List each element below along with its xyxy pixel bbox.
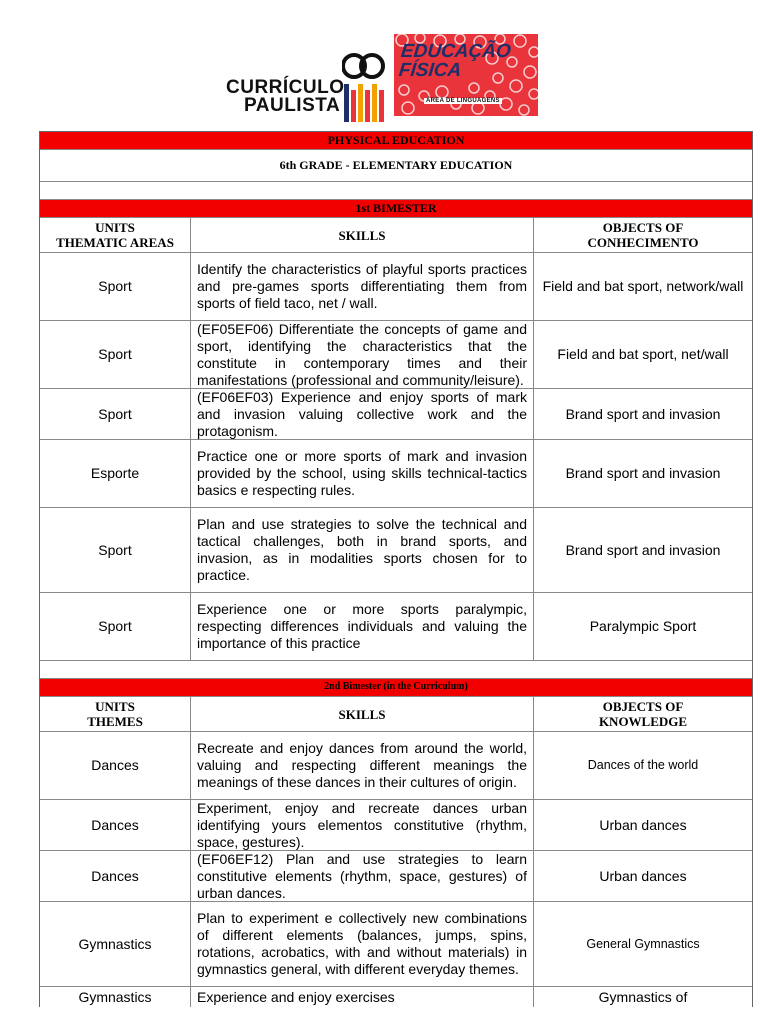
- skill-cell: [191, 902, 534, 986]
- col-skills-label: SKILLS: [338, 227, 386, 243]
- object-cell: General Gymnastics: [586, 936, 700, 951]
- curriculo-paulista-logo: [222, 44, 384, 118]
- object-cell: Field and bat sport, net/wall: [557, 346, 729, 362]
- object-cell: Brand sport and invasion: [565, 465, 721, 481]
- skill-text: (EF05EF06) Differentiate the concepts of game and sport, identifying the characteristics that the constitute in contemporary times and their manifestations (professional and community/leisure).: [197, 320, 527, 388]
- object-cell: Paralympic Sport: [589, 618, 697, 634]
- skill-cell: [191, 253, 534, 320]
- object-cell: Gymnastics of: [598, 988, 688, 1005]
- skill-cell: [191, 987, 534, 1007]
- table-row: [40, 440, 752, 508]
- unit-cell: Sport: [40, 321, 191, 388]
- col-units-header: UNITS THEMATIC AREAS: [40, 218, 191, 252]
- skill-text: (EF06EF03) Experience and enjoy sports of mark and invasion valuing collective work and the protagonism.: [197, 388, 527, 439]
- educacao-fisica-logo: [394, 34, 538, 116]
- skill-cell: [191, 732, 534, 799]
- bimester1-title: 1st BIMESTER: [355, 201, 437, 215]
- unit-cell: Sport: [40, 593, 191, 660]
- unit-cell: Dances: [40, 800, 191, 850]
- bimester2-title: 2nd Bimester (in the Curriculum): [324, 681, 468, 692]
- skill-cell: [191, 800, 534, 850]
- skill-text: Practice one or more sports of mark and invasion provided by the school, using skills technical-tactics basics e respecting rules.: [197, 448, 527, 498]
- area-linguagens-label: ÁREA DE LINGUAGENS: [426, 98, 500, 104]
- unit-cell: Gymnastics: [40, 902, 191, 986]
- skill-text: Recreate and enjoy dances from around the world, valuing and respecting different meanings the meanings of these dances in their cultures of origin.: [197, 740, 527, 790]
- skill-text: Plan to experiment e collectively new combinations of different elements (balances, jumps, spins, rotations, acrobatics, with and without materials) in gymnastics general, with different everyday themes.: [197, 910, 527, 977]
- unit-cell: Esporte: [40, 440, 191, 507]
- curriculum-table: [39, 131, 753, 1007]
- spacer-row: [40, 182, 752, 200]
- curriculo-mark-icon: [342, 44, 386, 124]
- skill-cell: [191, 851, 534, 901]
- table-row: [40, 851, 752, 902]
- spacer-row: [40, 661, 752, 679]
- col-objects-header: OBJECTS OF KNOWLEDGE: [598, 699, 688, 729]
- skill-cell: [191, 508, 534, 592]
- curriculo-text: CURRÍCULO: [226, 77, 345, 98]
- object-cell: Urban dances: [599, 816, 687, 833]
- unit-cell: Gymnastics: [40, 987, 191, 1007]
- table-row: [40, 253, 752, 321]
- skill-cell: [191, 321, 534, 388]
- bimester2-header-row: [40, 697, 752, 732]
- table-row: [40, 800, 752, 851]
- skill-text: Identify the characteristics of playful sports practices and pre-games sports differentiating them from sports of field taco, net / wall.: [197, 261, 527, 311]
- object-cell: Field and bat sport, network/wall: [542, 278, 744, 294]
- table-row: [40, 987, 752, 1007]
- ef-line1: EDUCAÇÃO: [399, 41, 512, 62]
- object-cell: Dances of the world: [587, 758, 699, 772]
- skill-text: Experience and enjoy exercises: [197, 988, 395, 1005]
- skill-text: Plan and use strategies to solve the technical and tactical challenges, both in brand sports, and invasion, as in modalities sports chosen for to practice.: [197, 516, 527, 583]
- col-skills-header: [191, 697, 534, 731]
- skill-cell: [191, 593, 534, 660]
- skill-text: (EF06EF12) Plan and use strategies to learn constitutive elements (rhythm, space, gestures) of urban dances.: [197, 850, 527, 901]
- object-cell: Brand sport and invasion: [565, 541, 721, 558]
- object-cell: Urban dances: [599, 867, 687, 884]
- table-row: [40, 593, 752, 661]
- col-objects-header: OBJECTS OF CONHECIMENTO: [587, 220, 699, 250]
- subject-title: PHYSICAL EDUCATION: [327, 133, 465, 147]
- bimester1-header-row: [40, 218, 752, 253]
- col-skills-label: SKILLS: [338, 706, 386, 722]
- table-row: [40, 321, 752, 389]
- table-row: [40, 732, 752, 800]
- col-skills-header: [191, 218, 534, 252]
- header-logos: [0, 30, 768, 120]
- skill-text: Experiment, enjoy and recreate dances urban identifying yours elementos constitutive (rhythm, space, gestures).: [197, 799, 527, 850]
- educacao-fisica-title: [398, 42, 512, 80]
- ef-line2: FÍSICA: [397, 60, 463, 81]
- bimester2-band: [40, 679, 752, 697]
- skill-cell: [191, 440, 534, 507]
- col-units-header: UNITS THEMES: [40, 697, 191, 731]
- grade-row: [40, 150, 752, 182]
- bimester1-band: [40, 200, 752, 218]
- skill-cell: [191, 389, 534, 439]
- unit-cell: Sport: [40, 389, 191, 439]
- object-cell: Brand sport and invasion: [565, 405, 721, 422]
- unit-cell: Sport: [40, 253, 191, 320]
- unit-cell: Dances: [40, 732, 191, 799]
- paulista-text: PAULISTA: [244, 95, 341, 116]
- table-row: [40, 508, 752, 593]
- grade-title: 6th GRADE - ELEMENTARY EDUCATION: [279, 158, 513, 172]
- table-row: [40, 389, 752, 440]
- unit-cell: Dances: [40, 851, 191, 901]
- subject-title-band: [40, 132, 752, 150]
- skill-text: Experience one or more sports paralympic, respecting differences individuals and valuing the importance of this practice: [197, 601, 527, 651]
- unit-cell: Sport: [40, 508, 191, 592]
- table-row: [40, 902, 752, 987]
